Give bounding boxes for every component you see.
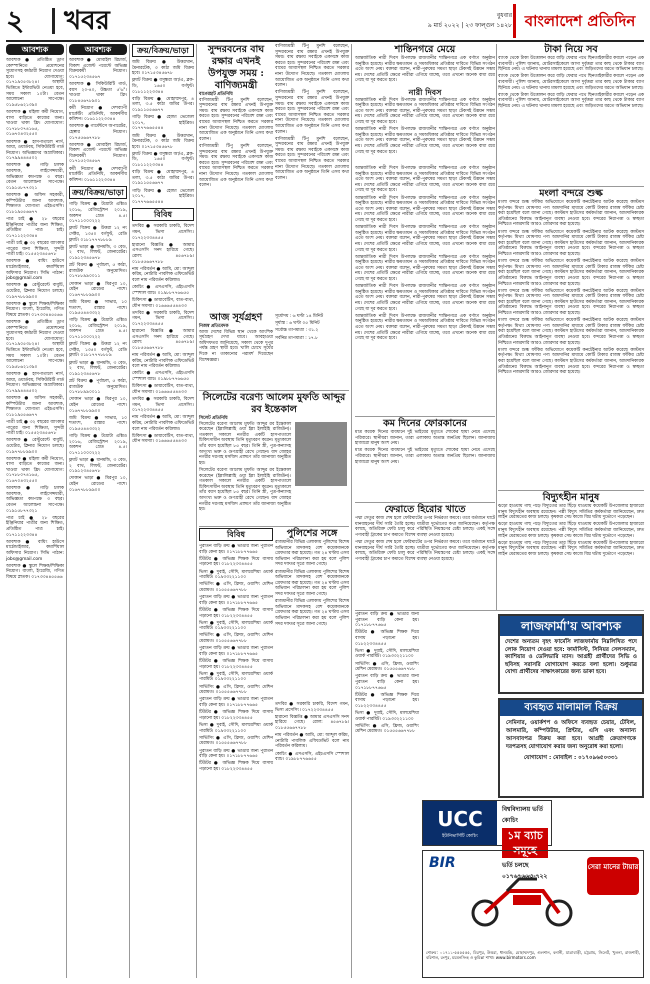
police-headline: পুলিশের সঙ্গে: [286, 528, 338, 539]
obituary-photo: [295, 422, 347, 486]
classified-item: জমি বিক্রয় ● উত্তরখান, মৈনারটেক, ৩ কাঠা জমি বিক্রয় হবে। ০১৭১৫৩৪৫৬৭৮: [132, 60, 194, 77]
fera-body: পদ্মা সেতুর কাজ শেষ হলে ফেরিঘাটের ওপর নির্ভরতা কমবে। তবে বর্তমানে ঘাটে যানবাহনের দীর্ঘ সারি তৈরি হচ্ছে। যাত্রীরা দুর্ভোগের কথা জানিয়েছেন। কর্তৃপক্ষ বলছে, অতিরিক্ত ফেরি চালু করে পরিস্থিতি নিয়ন্ত্রণের চেষ্টা চলছে। একই সঙ্গে পণ্যবাহী ট্রাকের চাপ কমাতে বিশেষ ব্যবস্থা নেওয়া হয়েছে।: [355, 539, 495, 562]
obituary-headline: সিলেটের বরেণ্য আলেম মুফতি আব্দুর রব ইন্তেকাল: [202, 392, 346, 415]
classified-item: আবশ্যক ● বায়িং হাউসে মার্চেন্ডাইজার, কমার্শিয়াল অফিসার নিয়োগ। সিভি পাঠান: jobs@gmail.com: [6, 539, 64, 562]
classified-column-5: [275, 702, 349, 852]
classified-column-1: [6, 44, 64, 978]
kom-article: [355, 418, 495, 500]
classified-item: পাত্র চাই ● ২৮ বছরের ইঞ্জিনিয়ার পাত্রীর জন্য শিক্ষিত, প্রতিষ্ঠিত পাত্র চাই। ০১৭১১২২৩৩৪৪: [6, 515, 64, 538]
classified-item: কোচিং ● এসএসসি, এইচএসসি স্পেশাল ব্যাচ। ০১৯৮৮৭৭৬৬৫৫: [132, 371, 194, 382]
classified-item: হারানো বিজ্ঞপ্তি ● আমার এসএসসি সনদ হারিয়ে গেছে। রোল: ৪৫৬৭৮৯। ০১৮৫৫৬৬৭৭৮৮: [132, 329, 194, 351]
section-rule: [199, 526, 349, 527]
nari-body: আন্তর্জাতিক নারী দিবস উপলক্ষে রাজধানীর শান্তিনগরে এক বর্ণাঢ্য অনুষ্ঠান অনুষ্ঠিত হয়েছে। নারীর ক্ষমতায়ন ও সমঅধিকার প্রতিষ্ঠার দাবিতে বিভিন্ন সংগঠন এতে অংশ নেয়। বক্তারা বলেন, নারী-পুরুষের সমতা ছাড়া টেকসই উন্নয়ন সম্ভব নয়। দেশের প্রতিটি ক্ষেত্রে নারীরা এগিয়ে যাচ্ছে, তবে এখনো অনেক বাধা রয়ে গেছে যা দূর করতে হবে।: [355, 284, 495, 312]
bid-body: ঝড়ো হাওয়ায় গাছ পড়ে বিদ্যুতের তার ছিঁড়ে যাওয়ায় কয়েকটি উপজেলার হাজারো মানুষ বিদ্যুৎহীন অবস্থায় রয়েছেন। পল্লী বিদ্যুৎ সমিতির কর্মকর্তারা জানিয়েছেন, দ্রুত লাইন মেরামতের কাজ চলছে। কৃষকরা সেচ কাজে বিঘ্ন ঘটায় দুর্ভোগে পড়েছেন।: [498, 540, 644, 557]
fera-headline: ফেরাতে হিরোর খাতে: [384, 504, 466, 515]
bike-ad[interactable]: [422, 850, 644, 978]
classified-item: আবশ্যক ● গাড়ি চালক আবশ্যক, লাইসেন্সধারী, অভিজ্ঞতা কমপক্ষে ৩ বছর। বেতন আলোচনা সাপেক্ষে। ০১৯১৫৮৭৭৩২১: [6, 486, 64, 514]
classified-item: টিউটর ● অভিজ্ঞ শিক্ষক দিয়ে বাসায় পড়ানো হয়। ০১৮২২৩৩৪৪৫৫: [199, 659, 273, 670]
bid-body: ঝড়ো হাওয়ায় গাছ পড়ে বিদ্যুতের তার ছিঁড়ে যাওয়ায় কয়েকটি উপজেলার হাজারো মানুষ বিদ্যুৎহীন অবস্থায় রয়েছেন। পল্লী বিদ্যুৎ সমিতির কর্মকর্তারা জানিয়েছেন, দ্রুত লাইন মেরামতের কাজ চলছে। কৃষকরা সেচ কাজে বিঘ্ন ঘটায় দুর্ভোগে পড়েছেন।: [498, 522, 644, 539]
lazfarma-ad[interactable]: [498, 614, 644, 694]
classified-item: দোকান ভাড়া ● মিরপুর ১০, মেইন রোডের পাশে। ০১৬৭৭৮৮৯৯০০: [69, 281, 127, 298]
classified-item: ফ্ল্যাট ভাড়া ● ধানমন্ডি, ৩ বেড, ২ বাথ, লিফট, জেনারেটর। ০১৯১২৩৪৫৬৭৮: [69, 244, 127, 261]
bike-offer-tag: সেরা মানের টায়ার: [587, 857, 639, 895]
classified-item: টিউটর ● অভিজ্ঞ শিক্ষক দিয়ে বাসায় পড়ানো হয়। ০১৮২২৩৩৪৪৫৫: [199, 761, 273, 772]
classified-item: সার্ভিসিং ● এসি, ফ্রিজ, ওয়াশিং মেশিন মেরামত। ০১৫৫৫৬৬৭৭৮৮: [355, 661, 419, 673]
kom-body: মাত্র কয়েক দিনের ব্যবধানে দুই ভাইয়ের মৃত্যুতে শোকের ছায়া নেমে এসেছে পরিবারে। স্থানীয়রা জানান, তারা এলাকায় অত্যন্ত জনপ্রিয় ছিলেন। জানাজায় হাজারো মানুষ অংশ নেয়।: [355, 448, 495, 465]
classified-item: আবশ্যক ● স্কুলে শিক্ষক/শিক্ষিকা নিয়োগ। বাংলা, ইংরেজি, গণিত বিষয়ে স্নাতক। ০১৭৩৩৪৪৫৫৬৬: [6, 563, 64, 580]
classified-item: সার্ভিসিং ● এসি, ফ্রিজ, ওয়াশিং মেশিন মেরামত। ০১৫৫৫৬৬৭৭৮৮: [199, 633, 273, 645]
nari-headline: শান্তিনগরে মেয়ে: [394, 44, 456, 55]
used-goods-body: সেমিনার, ওয়ার্কশপ ও অফিসে ব্যবহৃত চেয়ার, টেবিল, আলমারি, কম্পিউটার, প্রিন্টার, এসি এবং অন্যান্য আসবাবপত্র বিক্রয় করা হবে। আগ্রহী ক্রেতাগণকে দরপত্রসহ যোগাযোগ করার জন্য অনুরোধ করা হলো।: [506, 720, 636, 750]
classified-column-4: [199, 528, 273, 978]
header-date: ৯ মার্চ ২০২২ | ২৩ ফাল্গুন ১৪২৮: [427, 22, 512, 29]
classified-item: টিউটর ● অভিজ্ঞ শিক্ষক দিয়ে বাসায় পড়ানো হয়। ০১৮২২৩৩৪৪৫৫: [199, 607, 273, 619]
classified-item: নাম পরিবর্তন ● আমি, মো: আব্দুল করিম, নোটারি পাবলিক এফিডেভিট বলে নাম পরিবর্তন করিলাম।: [275, 733, 349, 750]
police-body: রাজধানীর বিভিন্ন এলাকায় পুলিশের বিশেষ অভিযানে মাদকসহ বেশ কয়েকজনকে গ্রেফতার করা হয়েছে। গত ২৪ ঘণ্টায় এসব অভিযান পরিচালনা করা হয় বলে পুলিশ সদর দফতর সূত্রে জানা গেছে।: [275, 599, 349, 627]
lazfarma-title: লাজফার্মা'য় আবশ্যক: [500, 616, 642, 636]
classified-item: জমি বিক্রয় ● সাভার, ১০ শতাংশ, রাস্তার পাশে। ০১৯৫৫৪৪৩৩২২: [69, 299, 127, 317]
tk-body: ব্যাংক থেকে টাকা উত্তোলন করে বাড়ি ফেরার পথে ছিনতাইকারীর কবলে পড়েন এক ব্যবসায়ী। পুলিশ জানায়, মোটরসাইকেলে আসা দুর্বৃত্তরা তার কাছ থেকে টাকার ব্যাগ ছিনিয়ে নেয়। এ ঘটনায় থানায় মামলা হয়েছে এবং জড়িতদের ধরতে অভিযান চলছে।: [498, 92, 644, 109]
nari-body: আন্তর্জাতিক নারী দিবস উপলক্ষে রাজধানীর শান্তিনগরে এক বর্ণাঢ্য অনুষ্ঠান অনুষ্ঠিত হয়েছে। নারীর ক্ষমতায়ন ও সমঅধিকার প্রতিষ্ঠার দাবিতে বিভিন্ন সংগঠন এতে অংশ নেয়। বক্তারা বলেন, নারী-পুরুষের সমতা ছাড়া টেকসই উন্নয়ন সম্ভব নয়। দেশের প্রতিটি ক্ষেত্রে নারীরা এগিয়ে যাচ্ছে, তবে এখনো অনেক বাধা রয়ে গেছে যা দূর করতে হবে।: [355, 254, 495, 283]
classified-item: পুরাতন বাড়ি ক্রয় ● ভাঙার জন্য পুরাতন বাড়ি কেনা হয়। ০১৭১৮৮৭৭৬৬৫: [199, 646, 273, 657]
classified-item: ফ্ল্যাট বিক্রয় ● বসুন্ধরা আ/এ, ব্লক-ডি, ১৬৫০ বর্গফুট। ০১৮১১২২৩৩৪৪: [132, 151, 194, 169]
tk-body: ব্যাংক থেকে টাকা উত্তোলন করে বাড়ি ফেরার পথে ছিনতাইকারীর কবলে পড়েন এক ব্যবসায়ী। পুলিশ জানায়, মোটরসাইকেলে আসা দুর্বৃত্তরা তার কাছ থেকে টাকার ব্যাগ ছিনিয়ে নেয়। এ ঘটনায় থানায় মামলা হয়েছে এবং জড়িতদের ধরতে অভিযান চলছে।: [498, 56, 644, 73]
lazfarma-body: দেশের অন্যতম বৃহৎ ফার্মেসি লাজফার্মায় নিম্নলিখিত পদে লোক নিয়োগ দেওয়া হবে: ফার্মাসিস্ট, সিনিয়র সেলসম্যান, ক্যাশিয়ার ও ডেলিভারি ম্যান। আগ্রহী প্রার্থীদের সিভি ও ছবিসহ সরাসরি যোগাযোগ করতে বলা হলো। শুধুমাত্র যোগ্য প্রার্থীদের সাক্ষাৎকারের জন্য ডাকা হবে।: [505, 639, 637, 676]
article-body: বাণিজ্যমন্ত্রী টিপু মুনশি বলেছেন, সুন্দরবনের বাঘ রক্ষার এখনই উপযুক্ত সময়। বাঘ রক্ষায় সবাইকে একসঙ্গে কাজ করতে হবে। সুন্দরবনের পরিবেশ রক্ষা এবং বাঘের আবাসস্থল নিশ্চিত করতে সরকার নানা উদ্যোগ নিয়েছে। গতকাল মোংলায় আয়োজিত এক অনুষ্ঠানে তিনি এসব কথা বলেন।: [199, 143, 273, 189]
weather-title: আজ সূর্যগ্রহণ: [209, 312, 263, 323]
classified-item: আবশ্যক ● অফিস সহকারী, কম্পিউটার জানা আবশ্যক, শিক্ষাগত যোগ্যতা এইচএসসি। ০১৮১৯৫৫৬৬৭৭: [6, 193, 64, 215]
classified-item: সার্ভিসিং ● এসি, ফ্রিজ, ওয়াশিং মেশিন মেরামত। ০১৫৫৫৬৬৭৭৮৮: [355, 723, 419, 735]
classified-item: গাড়ি বিক্রয় ● টয়োটা এক্সিও ২০১৬, রেজিস্ট্রেশন ২০১৯, অকশন গ্রেড ৪.৫। ০১৭১১০০০২২২: [69, 202, 127, 225]
classified-item: ভিসা ● দুবাই, সৌদি, মালয়েশিয়া ওয়ার্ক পারমিট। ০১৯৩৩২২১১০০: [355, 711, 419, 722]
classified-item: আবশ্যক ● হাসপাতালে নার্স, আয়া, ওয়ার্ডবয়, সিকিউরিটি গার্ড নিয়োগ। অভিজ্ঞদের অগ্রাধিকার। ০১৭৯৯৪৪৪৫০২: [6, 139, 64, 162]
mongla-body: মংলা বন্দরে শুল্ক ফাঁকির অভিযোগে কয়েকটি কনটেইনার আটক করেছে কাস্টমস কর্তৃপক্ষ। মিথ্যা ঘোষণায় পণ্য আমদানির মাধ্যমে কোটি টাকার রাজস্ব ফাঁকির চেষ্টা করা হয়েছিল বলে জানা গেছে। কাস্টমস হাউসের কর্মকর্তারা জানান, আমদানিকারক প্রতিষ্ঠানের বিরুদ্ধে আইনানুগ ব্যবস্থা নেওয়া হবে। বন্দরের নিরাপত্তা ও স্বচ্ছতা নিশ্চিতে নজরদারি আরও জোরদার করা হয়েছে।: [498, 200, 644, 228]
classified-item: তদবির ● সরকারি চাকরি, বিদেশ গমন, ভিসা প্রসেসিং। ০১৭২২৩৩৪৪৫৫: [132, 310, 194, 327]
classified-item: হারানো বিজ্ঞপ্তি ● আমার এসএসসি সনদ হারিয়ে গেছে। রোল: ৪৫৬৭৮৯। ০১৮৫৫৬৬৭৭৮৮: [132, 242, 194, 265]
classified-item: সার্ভিসিং ● এসি, ফ্রিজ, ওয়াশিং মেশিন মেরামত। ০১৫৫৫৬৬৭৭৮৮: [199, 582, 273, 593]
ucc-line3: ভর্তি চলছে: [502, 862, 529, 869]
tk-body: ব্যাংক থেকে টাকা উত্তোলন করে বাড়ি ফেরার পথে ছিনতাইকারীর কবলে পড়েন এক ব্যবসায়ী। পুলিশ জানায়, মোটরসাইকেলে আসা দুর্বৃত্তরা তার কাছ থেকে টাকার ব্যাগ ছিনিয়ে নেয়। এ ঘটনায় থানায় মামলা হয়েছে এবং জড়িতদের ধরতে অভিযান চলছে।: [498, 74, 644, 91]
classified-item: ভিসা ● দুবাই, সৌদি, মালয়েশিয়া ওয়ার্ক পারমিট। ০১৯৩৩২২১১০০: [199, 722, 273, 734]
police-body: রাজধানীর বিভিন্ন এলাকায় পুলিশের বিশেষ অভিযানে মাদকসহ বেশ কয়েকজনকে গ্রেফতার করা হয়েছে। গত ২৪ ঘণ্টায় এসব অভিযান পরিচালনা করা হয় বলে পুলিশ সদর দফতর সূত্রে জানা গেছে।: [275, 569, 349, 597]
column-1-title: আবশ্যক: [6, 44, 64, 55]
classified-item: গাড়ি বিক্রয় ● হোন্ডা ভেজেল ২০১৭, হাইব্রিড। ০১৭৭৭৬৬৫৫৪৪: [132, 115, 194, 132]
kom-body: মাত্র কয়েক দিনের ব্যবধানে দুই ভাইয়ের মৃত্যুতে শোকের ছায়া নেমে এসেছে পরিবারে। স্থানীয়রা জানান, তারা এলাকায় অত্যন্ত জনপ্রিয় ছিলেন। জানাজায় হাজারো মানুষ অংশ নেয়।: [355, 430, 495, 447]
section-rule: [498, 186, 644, 187]
classified-item: তদবির ● সরকারি চাকরি, বিদেশ গমন, ভিসা প্রসেসিং। ০১৭২২৩৩৪৪৫৫: [132, 224, 194, 241]
classified-item: সার্ভিসিং ● এসি, ফ্রিজ, ওয়াশিং মেশিন মেরামত। ০১৫৫৫৬৬৭৭৮৮: [199, 684, 273, 696]
classified-item: গাড়ি বিক্রয় ● টয়োটা এক্সিও ২০১৬, রেজিস্ট্রেশন ২০১৯, অকশন গ্রেড ৪.৫। ০১৭১১০০০২২২: [69, 434, 127, 456]
weather-row: সর্বোচ্চ তাপমাত্রা : ৩১.২: [275, 328, 319, 334]
weather-row: সূর্যাস্ত : ৬ ঘণ্টা ০৫ মিনিট: [275, 321, 320, 327]
classified-column-6: [355, 612, 419, 842]
nari-body: আন্তর্জাতিক নারী দিবস উপলক্ষে রাজধানীর শান্তিনগরে এক বর্ণাঢ্য অনুষ্ঠান অনুষ্ঠিত হয়েছে। নারীর ক্ষমতায়ন ও সমঅধিকার প্রতিষ্ঠার দাবিতে বিভিন্ন সংগঠন এতে অংশ নেয়। বক্তারা বলেন, নারী-পুরুষের সমতা ছাড়া টেকসই উন্নয়ন সম্ভব নয়। দেশের প্রতিটি ক্ষেত্রে নারীরা এগিয়ে যাচ্ছে, তবে এখনো অনেক বাধা রয়ে গেছে যা দূর করতে হবে।: [355, 195, 495, 223]
classified-item: আবশ্যক ● মহিলা কর্মী নিয়োগ, বাসা বাড়িতে কাজের জন্য। খাওয়া থাকা ফ্রি। যোগাযোগ: ০১৭৮৮০৭৪১৬৫, ০১৬৭০৪৩২৫৫০: [6, 109, 64, 138]
classified-item: আবশ্যক ● রেস্টুরেন্টে বাবুর্চি, ওয়েটার, ক্লিনার নিয়োগ চলছে। ০১৯৭৭৮৮৯৯০০: [6, 438, 64, 455]
classified-item: পুরাতন বাড়ি ক্রয় ● ভাঙার জন্য পুরাতন বাড়ি কেনা হয়। ০১৭১৮৮৭৭৬৬৫: [199, 595, 273, 606]
classified-item: ফ্ল্যাট ভাড়া ● ধানমন্ডি, ৩ বেড, ২ বাথ, লিফট, জেনারেটর। ০১৯১২৩৪৫৬৭৮: [69, 458, 127, 475]
column-3b-title: বিবিধ: [132, 208, 194, 221]
classified-item: পুরাতন বাড়ি ক্রয় ● ভাঙার জন্য পুরাতন বাড়ি কেনা হয়। ০১৭১৮৮৭৭৬৬৫: [199, 748, 273, 760]
police-article: [275, 528, 349, 698]
nari-body: আন্তর্জাতিক নারী দিবস উপলক্ষে রাজধানীর শান্তিনগরে এক বর্ণাঢ্য অনুষ্ঠান অনুষ্ঠিত হয়েছে। নারীর ক্ষমতায়ন ও সমঅধিকার প্রতিষ্ঠার দাবিতে বিভিন্ন সংগঠন এতে অংশ নেয়। বক্তারা বলেন, নারী-পুরুষের সমতা ছাড়া টেকসই উন্নয়ন সম্ভব নয়। দেশের প্রতিটি ক্ষেত্রে নারীরা এগিয়ে যাচ্ছে, তবে এখনো অনেক বাধা রয়ে গেছে যা দূর করতে হবে।: [355, 225, 495, 253]
classified-item: আবশ্যক ● মোবাইল রিচার্জ, বিকাশ এজেন্ট পয়েন্টে অভিজ্ঞ বিক্রয়কর্মী নিয়োগ। ০১৭১৫২৩৪৫৬৭: [69, 142, 127, 165]
sundarban-article-cont: [275, 44, 349, 310]
nari-article: [355, 44, 495, 164]
used-goods-ad[interactable]: [498, 698, 644, 798]
mongla-body: মংলা বন্দরে শুল্ক ফাঁকির অভিযোগে কয়েকটি কনটেইনার আটক করেছে কাস্টমস কর্তৃপক্ষ। মিথ্যা ঘোষণায় পণ্য আমদানির মাধ্যমে কোটি টাকার রাজস্ব ফাঁকির চেষ্টা করা হয়েছিল বলে জানা গেছে। কাস্টমস হাউসের কর্মকর্তারা জানান, আমদানিকারক প্রতিষ্ঠানের বিরুদ্ধে আইনানুগ ব্যবস্থা নেওয়া হবে। বন্দরের নিরাপত্তা ও স্বচ্ছতা নিশ্চিতে নজরদারি আরও জোরদার করা হয়েছে।: [498, 318, 644, 346]
article-body: বাণিজ্যমন্ত্রী টিপু মুনশি বলেছেন, সুন্দরবনের বাঘ রক্ষার এখনই উপযুক্ত সময়। বাঘ রক্ষায় সবাইকে একসঙ্গে কাজ করতে হবে। সুন্দরবনের পরিবেশ রক্ষা এবং বাঘের আবাসস্থল নিশ্চিত করতে সরকার নানা উদ্যোগ নিয়েছে। গতকাল মোংলায় আয়োজিত এক অনুষ্ঠানে তিনি এসব কথা বলেন।: [275, 90, 349, 135]
section-rule: [355, 610, 644, 611]
column-rule: [66, 44, 67, 978]
mongla-body: মংলা বন্দরে শুল্ক ফাঁকির অভিযোগে কয়েকটি কনটেইনার আটক করেছে কাস্টমস কর্তৃপক্ষ। মিথ্যা ঘোষণায় পণ্য আমদানির মাধ্যমে কোটি টাকার রাজস্ব ফাঁকির চেষ্টা করা হয়েছিল বলে জানা গেছে। কাস্টমস হাউসের কর্মকর্তারা জানান, আমদানিকারক প্রতিষ্ঠানের বিরুদ্ধে আইনানুগ ব্যবস্থা নেওয়া হবে। বন্দরের নিরাপত্তা ও স্বচ্ছতা নিশ্চিতে নজরদারি আরও জোরদার করা হয়েছে।: [498, 259, 644, 287]
classified-item: আবশ্যক ● গার্মেন্টসে অপারেটর, হেল্পার নিয়োগ। ০১৭৫৫৬৬৭৭৮৮: [69, 124, 127, 141]
column-rule: [129, 44, 130, 978]
section-rule: [355, 502, 495, 503]
bid-headline: বিদ্যুৎহীন মানুষ: [542, 492, 600, 503]
classified-item: টিউটর ● অভিজ্ঞ শিক্ষক দিয়ে বাসায় পড়ানো হয়। ০১৮২২৩৩৪৪৫৫: [199, 556, 273, 568]
header-divider: [52, 8, 55, 34]
classified-item: টিউটর ● অভিজ্ঞ শিক্ষক দিয়ে বাসায় পড়ানো হয়। ০১৮২২৩৩৪৪৫৫: [355, 630, 419, 647]
classified-item: তদবির ● সরকারি চাকরি, বিদেশ গমন, ভিসা প্রসেসিং। ০১৭২২৩৩৪৪৫৫: [275, 702, 349, 713]
classified-item: আবশ্যক ● প্রতিষ্ঠিত ড্রাগ কোম্পানিতে প্রমোশনের সুযোগসহ কর্মচারী নিয়োগ দেওয়া হবে। যোগাযোগ: ০১৭১৯০৫৩৮২৪। অস্থায়ী ভিত্তিতে ইন্টারভিউ নেওয়া হবে, সময় সকাল ১০টা। বেতন আলোচনা সাপেক্ষে। ০১৯৫৮৬২১৩৯০: [6, 320, 64, 370]
nari-body: আন্তর্জাতিক নারী দিবস উপলক্ষে রাজধানীর শান্তিনগরে এক বর্ণাঢ্য অনুষ্ঠান অনুষ্ঠিত হয়েছে। নারীর ক্ষমতায়ন ও সমঅধিকার প্রতিষ্ঠার দাবিতে বিভিন্ন সংগঠন এতে অংশ নেয়। বক্তারা বলেন, নারী-পুরুষের সমতা ছাড়া টেকসই উন্নয়ন সম্ভব নয়। দেশের প্রতিটি ক্ষেত্রে নারীরা এগিয়ে যাচ্ছে, তবে এখনো অনেক বাধা রয়ে গেছে যা দূর করতে হবে।: [355, 166, 495, 194]
classified-item: আবশ্যক ● স্কুলে শিক্ষক/শিক্ষিকা নিয়োগ। বাংলা, ইংরেজি, গণিত বিষয়ে স্নাতক। ০১৭৩৩৪৪৫৫৬৬: [6, 301, 64, 318]
ucc-phone: ০১৭৬৭৬৬৩-৭২২: [502, 873, 548, 880]
classified-item: ভিসা ● দুবাই, সৌদি, মালয়েশিয়া ওয়ার্ক পারমিট। ০১৯৩৩২২১১০০: [199, 671, 273, 683]
fera-body: পদ্মা সেতুর কাজ শেষ হলে ফেরিঘাটের ওপর নির্ভরতা কমবে। তবে বর্তমানে ঘাটে যানবাহনের দীর্ঘ সারি তৈরি হচ্ছে। যাত্রীরা দুর্ভোগের কথা জানিয়েছেন। কর্তৃপক্ষ বলছে, অতিরিক্ত ফেরি চালু করে পরিস্থিতি নিয়ন্ত্রণের চেষ্টা চলছে। একই সঙ্গে পণ্যবাহী ট্রাকের চাপ কমাতে বিশেষ ব্যবস্থা নেওয়া হয়েছে।: [355, 516, 495, 538]
weather-body: আজ দেশের বিভিন্ন স্থান থেকে আংশিক সূর্যগ্রহণ দেখা যাবে। আবহাওয়া অধিদফতর জানিয়েছে, সকাল থেকে দুপুর পর্যন্ত গ্রহণ স্থায়ী হবে। খালি চোখে সূর্যের দিকে না তাকানোর পরামর্শ দিয়েছেন বিশেষজ্ঞরা।: [199, 329, 273, 363]
section-rule: [355, 416, 495, 417]
classified-item: কর্মী নিয়োগ ● দেশব্যাপী মার্কেটিং প্রতিনিধি, আকর্ষণীয় কমিশন। ০১৬১১২২৩৩৪৪: [69, 105, 127, 123]
classified-item: প্লট বিক্রয় ● পূর্বাচল, ৫ কাঠা, রাজউক অনুমোদিত। ০১৭৮৮৯৯০০১১: [69, 263, 127, 280]
classified-item: আবশ্যক ● মোবাইল রিচার্জ, বিকাশ এজেন্ট পয়েন্টে অভিজ্ঞ বিক্রয়কর্মী নিয়োগ। ০১৭১৫২৩৪৫৬৭: [69, 58, 127, 80]
section-rule: [199, 390, 349, 391]
classified-item: আবশ্যক ● প্রতিষ্ঠিত ড্রাগ কোম্পানিতে প্রমোশনের সুযোগসহ কর্মচারী নিয়োগ দেওয়া হবে। যোগাযোগ: ০১৭১৯০৫৩৮২৪। অস্থায়ী ভিত্তিতে ইন্টারভিউ নেওয়া হবে, সময় সকাল ১০টা। বেতন আলোচনা সাপেক্ষে। ০১৯৫৮৬২১৩৯০: [6, 58, 64, 108]
classified-item: পুরাতন বাড়ি ক্রয় ● ভাঙার জন্য পুরাতন বাড়ি কেনা হয়। ০১৭১৮৮৭৭৬৬৫: [355, 674, 419, 691]
mongla-headline: মংলা বন্দরে শুল্ক: [539, 188, 603, 199]
obituary-byline: সিলেট প্রতিনিধি: [199, 416, 228, 421]
classified-item: নাম পরিবর্তন ● আমি, মো: আব্দুল করিম, নোটারি পাবলিক এফিডেভিট বলে নাম পরিবর্তন করিলাম।: [132, 266, 194, 283]
classified-item: ভিসা ● দুবাই, সৌদি, মালয়েশিয়া ওয়ার্ক পারমিট। ০১৯৩৩২২১১০০: [199, 620, 273, 632]
classified-column-2: [69, 44, 127, 978]
article-body: বাণিজ্যমন্ত্রী টিপু মুনশি বলেছেন, সুন্দরবনের বাঘ রক্ষার এখনই উপযুক্ত সময়। বাঘ রক্ষায় সবাইকে একসঙ্গে কাজ করতে হবে। সুন্দরবনের পরিবেশ রক্ষা এবং বাঘের আবাসস্থল নিশ্চিত করতে সরকার নানা উদ্যোগ নিয়েছে। গতকাল মোংলায় আয়োজিত এক অনুষ্ঠানে তিনি এসব কথা বলেন।: [275, 136, 349, 181]
obituary-body: সিলেটের বরেণ্য আলেম মুফতি আব্দুর রব ইন্তেকাল করেছেন (ইন্নালিল্লাহি ওয়া ইন্না ইলাইহি রাজিউন)। গতকাল সকালে নগরীর একটি হাসপাতালে চিকিৎসাধীন অবস্থায় তিনি মৃত্যুবরণ করেন। মৃত্যুকালে তাঁর বয়স হয়েছিল ৮৫ বছর। তিনি স্ত্রী, পুত্র-কন্যাসহ অসংখ্য ভক্ত ও গুণগ্রাহী রেখে গেছেন। বাদ জোহর নগরীর দরগাহ মসজিদ প্রাঙ্গণে তাঁর জানাজা অনুষ্ঠিত হয়।: [199, 421, 291, 466]
classified-item: ভিসা ● দুবাই, সৌদি, মালয়েশিয়া ওয়ার্ক পারমিট। ০১৯৩৩২২১১০০: [199, 569, 273, 581]
classified-item: চিকিৎসা ● ডায়াবেটিস, বাত-ব্যথা, যৌন সমস্যা। ০১৬৬৬৫৫৪৪৩৩: [132, 384, 194, 395]
classified-item: পুরাতন বাড়ি ক্রয় ● ভাঙার জন্য পুরাতন বাড়ি কেনা হয়। ০১৭১৮৮৭৭৬৬৫: [355, 612, 419, 629]
classified-item: পুরাতন বাড়ি ক্রয় ● ভাঙার জন্য পুরাতন বাড়ি কেনা হয়। ০১৭১৮৮৭৭৬৬৫: [199, 544, 273, 555]
classified-item: আবশ্যক ● মহিলা কর্মী নিয়োগ, বাসা বাড়িতে কাজের জন্য। খাওয়া থাকা ফ্রি। যোগাযোগ: ০১৭৮৮০৭৪১৬৫, ০১৬৭০৪৩২৫৫০: [6, 456, 64, 485]
classified-item: টিউটর ● অভিজ্ঞ শিক্ষক দিয়ে বাসায় পড়ানো হয়। ০১৮২২৩৩৪৪৫৫: [199, 710, 273, 721]
nari-article-cont: [355, 166, 495, 416]
nari-body: আন্তর্জাতিক নারী দিবস উপলক্ষে রাজধানীর শান্তিনগরে এক বর্ণাঢ্য অনুষ্ঠান অনুষ্ঠিত হয়েছে। নারীর ক্ষমতায়ন ও সমঅধিকার প্রতিষ্ঠার দাবিতে বিভিন্ন সংগঠন এতে অংশ নেয়। বক্তারা বলেন, নারী-পুরুষের সমতা ছাড়া টেকসই উন্নয়ন সম্ভব নয়। দেশের প্রতিটি ক্ষেত্রে নারীরা এগিয়ে যাচ্ছে, তবে এখনো অনেক বাধা রয়ে গেছে যা দূর করতে হবে।: [355, 97, 495, 125]
classified-item: কোচিং ● এসএসসি, এইচএসসি স্পেশাল ব্যাচ। ০১৯৮৮৭৭৬৬৫৫: [275, 751, 349, 763]
classified-item: আবশ্যক ● হাসপাতালে নার্স, আয়া, ওয়ার্ডবয়, সিকিউরিটি গার্ড নিয়োগ। অভিজ্ঞদের অগ্রাধিকার। ০১৭৯৯৪৪৪৫০২: [6, 372, 64, 394]
column-2b-title: ক্রয়/বিক্রয়/ভাড়া: [69, 186, 127, 199]
page-header: [6, 4, 644, 42]
classified-item: গাড়ি বিক্রয় ● টয়োটা এক্সিও ২০১৬, রেজিস্ট্রেশন ২০১৯, অকশন গ্রেড ৪.৫। ০১৭১১০০০২২২: [69, 318, 127, 341]
ucc-text: [499, 801, 551, 880]
classified-item: প্লট বিক্রয় ● পূর্বাচল, ৫ কাঠা, রাজউক অনুমোদিত। ০১৭৮৮৯৯০০১১: [69, 379, 127, 396]
article-headline: সুন্দরবনের বাঘ রক্ষার এখনই উপযুক্ত সময় : বাণিজ্যমন্ত্রী: [207, 44, 265, 91]
classified-item: আবশ্যক ● বায়িং হাউসে মার্চেন্ডাইজার, কমার্শিয়াল অফিসার নিয়োগ। সিভি পাঠান: jobs@gmail.com: [6, 259, 64, 282]
obituary-article: [199, 392, 349, 524]
classified-column-3: [132, 44, 194, 978]
nari-body: আন্তর্জাতিক নারী দিবস উপলক্ষে রাজধানীর শান্তিনগরে এক বর্ণাঢ্য অনুষ্ঠান অনুষ্ঠিত হয়েছে। নারীর ক্ষমতায়ন ও সমঅধিকার প্রতিষ্ঠার দাবিতে বিভিন্ন সংগঠন এতে অংশ নেয়। বক্তারা বলেন, নারী-পুরুষের সমতা ছাড়া টেকসই উন্নয়ন সম্ভব নয়। দেশের প্রতিটি ক্ষেত্রে নারীরা এগিয়ে যাচ্ছে, তবে এখনো অনেক বাধা রয়ে গেছে যা দূর করতে হবে।: [355, 56, 495, 84]
bid-article: [498, 492, 644, 610]
used-goods-title: ব্যবহৃত মালামাল বিক্রয়: [500, 700, 642, 716]
article-body: বাণিজ্যমন্ত্রী টিপু মুনশি বলেছেন, সুন্দরবনের বাঘ রক্ষার এখনই উপযুক্ত সময়। বাঘ রক্ষায় সবাইকে একসঙ্গে কাজ করতে হবে। সুন্দরবনের পরিবেশ রক্ষা এবং বাঘের আবাসস্থল নিশ্চিত করতে সরকার নানা উদ্যোগ নিয়েছে। গতকাল মোংলায় আয়োজিত এক অনুষ্ঠানে তিনি এসব কথা বলেন।: [275, 44, 349, 89]
classified-item: বাড়ি বিক্রয় ● মোহাম্মদপুর, ৪ তলা, ৩.৫ কাঠা জমির উপর। ০১৯১১৫৫৬৬৭৭: [132, 96, 194, 113]
weather-table: [275, 314, 349, 388]
classified-item: গাড়ি বিক্রয় ● হোন্ডা ভেজেল ২০১৭, হাইব্রিড। ০১৭৭৭৬৬৫৫৪৪: [132, 188, 194, 205]
classified-item: আবশ্যক ● রেস্টুরেন্টে বাবুর্চি, ওয়েটার, ক্লিনার নিয়োগ চলছে। ০১৯৭৭৮৮৯৯০০: [6, 283, 64, 300]
column-rule: [351, 44, 352, 978]
ucc-line1: বিশ্ববিদ্যালয় ভর্তি কোচিং: [502, 806, 543, 824]
classified-item: ফ্ল্যাট বিক্রয় ● বসুন্ধরা আ/এ, ব্লক-ডি, ১৬৫০ বর্গফুট। ০১৮১১২২৩৩৪৪: [132, 78, 194, 95]
section-title: খবর: [64, 6, 110, 36]
classified-item: পাত্র চাই ● ২৮ বছরের ইঞ্জিনিয়ার পাত্রীর জন্য শিক্ষিত, প্রতিষ্ঠিত পাত্র চাই। ০১৭১১২২৩৩৪৪: [6, 217, 64, 239]
classified-item: চিকিৎসা ● ডায়াবেটিস, বাত-ব্যথা, যৌন সমস্যা। ০১৬৬৬৫৫৪৪৩৩: [132, 297, 194, 309]
kom-headline: কম দিনের ফোরকানের: [383, 418, 467, 429]
column-3-title: ক্রয়/বিক্রয়/ভাড়া: [132, 44, 194, 57]
classified-item: কর্মী নিয়োগ ● দেশব্যাপী মার্কেটিং প্রতিনিধি, আকর্ষণীয় কমিশন। ০১৬১১২২৩৩৪৪: [69, 166, 127, 183]
bike-brand-logo: BIR: [429, 855, 456, 871]
mongla-body: মংলা বন্দরে শুল্ক ফাঁকির অভিযোগে কয়েকটি কনটেইনার আটক করেছে কাস্টমস কর্তৃপক্ষ। মিথ্যা ঘোষণায় পণ্য আমদানির মাধ্যমে কোটি টাকার রাজস্ব ফাঁকির চেষ্টা করা হয়েছিল বলে জানা গেছে। কাস্টমস হাউসের কর্মকর্তারা জানান, আমদানিকারক প্রতিষ্ঠানের বিরুদ্ধে আইনানুগ ব্যবস্থা নেওয়া হবে। বন্দরের নিরাপত্তা ও স্বচ্ছতা নিশ্চিতে নজরদারি আরও জোরদার করা হয়েছে।: [498, 347, 644, 376]
classified-item: আবশ্যক ● গাড়ি চালক আবশ্যক, লাইসেন্সধারী, অভিজ্ঞতা কমপক্ষে ৩ বছর। বেতন আলোচনা সাপেক্ষে। ০১৯১৫৮৭৭৩২১: [6, 163, 64, 191]
classified-item: জমি বিক্রয় ● উত্তরখান, মৈনারটেক, ৩ কাঠা জমি বিক্রয় হবে। ০১৭১৫৩৪৫৬৭৮: [132, 133, 194, 150]
weather-box: [199, 312, 273, 388]
classified-item: পাত্রী চাই ● ৩২ বছরের ব্যাংকার পাত্রের জন্য শিক্ষিতা, সুন্দরী পাত্রী চাই। ০১৫৫২৩৪৫৬৭৮: [6, 240, 64, 258]
classified-item: দোকান ভাড়া ● মিরপুর ১০, মেইন রোডের পাশে। ০১৬৭৭৮৮৯৯০০: [69, 476, 127, 493]
weather-row: সর্বনিম্ন তাপমাত্রা : ১৭.৮: [275, 335, 319, 341]
classified-item: ফ্ল্যাট বিক্রয় ● উত্তরা ১২ নং সেক্টর, ১৩৫০ বর্গফুট, রেডি ফ্ল্যাট। ০১৮১৭৭৭৮৮৮৯: [69, 226, 127, 243]
motorbike-illustration: [463, 869, 583, 929]
ucc-line2: ১ম ব্যাচ সমূহে: [502, 828, 548, 858]
nari-body: আন্তর্জাতিক নারী দিবস উপলক্ষে রাজধানীর শান্তিনগরে এক বর্ণাঢ্য অনুষ্ঠান অনুষ্ঠিত হয়েছে। নারীর ক্ষমতায়ন ও সমঅধিকার প্রতিষ্ঠার দাবিতে বিভিন্ন সংগঠন এতে অংশ নেয়। বক্তারা বলেন, নারী-পুরুষের সমতা ছাড়া টেকসই উন্নয়ন সম্ভব নয়। দেশের প্রতিটি ক্ষেত্রে নারীরা এগিয়ে যাচ্ছে, তবে এখনো অনেক বাধা রয়ে গেছে যা দূর করতে হবে।: [355, 313, 495, 342]
nari-subhead: নারী দিবস: [408, 86, 442, 97]
article-body: বাণিজ্যমন্ত্রী টিপু মুনশি বলেছেন, সুন্দরবনের বাঘ রক্ষার এখনই উপযুক্ত সময়। বাঘ রক্ষায় সবাইকে একসঙ্গে কাজ করতে হবে। সুন্দরবনের পরিবেশ রক্ষা এবং বাঘের আবাসস্থল নিশ্চিত করতে সরকার নানা উদ্যোগ নিয়েছে। গতকাল মোংলায় আয়োজিত এক অনুষ্ঠানে তিনি এসব কথা বলেন।: [199, 97, 273, 142]
classified-item: চিকিৎসা ● ডায়াবেটিস, বাত-ব্যথা, যৌন সমস্যা। ০১৬৬৬৫৫৪৪৩৩: [132, 433, 194, 445]
masthead-logo: বাংলাদেশ প্রতিদিন: [513, 4, 644, 38]
ucc-subtitle: ইউনিভার্সিটি কোচিং: [442, 834, 478, 839]
article-byline: বাগেরহাট প্রতিনিধি: [199, 92, 233, 97]
obituary-body: সিলেটের বরেণ্য আলেম মুফতি আব্দুর রব ইন্তেকাল করেছেন (ইন্নালিল্লাহি ওয়া ইন্না ইলাইহি রাজিউন)। গতকাল সকালে নগরীর একটি হাসপাতালে চিকিৎসাধীন অবস্থায় তিনি মৃত্যুবরণ করেন। মৃত্যুকালে তাঁর বয়স হয়েছিল ৮৫ বছর। তিনি স্ত্রী, পুত্র-কন্যাসহ অসংখ্য ভক্ত ও গুণগ্রাহী রেখে গেছেন। বাদ জোহর নগরীর দরগাহ মসজিদ প্রাঙ্গণে তাঁর জানাজা অনুষ্ঠিত হয়।: [199, 467, 291, 513]
classified-item: পাত্রী চাই ● ৩২ বছরের ব্যাংকার পাত্রের জন্য শিক্ষিতা, সুন্দরী পাত্রী চাই। ০১৫৫২৩৪৫৬৭৮: [6, 419, 64, 437]
classified-item: হারানো বিজ্ঞপ্তি ● আমার এসএসসি সনদ হারিয়ে গেছে। রোল: ৪৫৬৭৮৯। ০১৮৫৫৬৬৭৭৮৮: [275, 714, 349, 731]
classified-item: ভিসা ● দুবাই, সৌদি, মালয়েশিয়া ওয়ার্ক পারমিট। ০১৯৩৩২২১১০০: [355, 648, 419, 660]
column-rule: [496, 44, 497, 610]
police-body: রাজধানীর বিভিন্ন এলাকায় পুলিশের বিশেষ অভিযানে মাদকসহ বেশ কয়েকজনকে গ্রেফতার করা হয়েছে। গত ২৪ ঘণ্টায় এসব অভিযান পরিচালনা করা হয় বলে পুলিশ সদর দফতর সূত্রে জানা গেছে।: [275, 540, 349, 568]
fera-article: [355, 504, 495, 608]
tk-article: [498, 44, 644, 184]
nari-body: আন্তর্জাতিক নারী দিবস উপলক্ষে রাজধানীর শান্তিনগরে এক বর্ণাঢ্য অনুষ্ঠান অনুষ্ঠিত হয়েছে। নারীর ক্ষমতায়ন ও সমঅধিকার প্রতিষ্ঠার দাবিতে বিভিন্ন সংগঠন এতে অংশ নেয়। বক্তারা বলেন, নারী-পুরুষের সমতা ছাড়া টেকসই উন্নয়ন সম্ভব নয়। দেশের প্রতিটি ক্ষেত্রে নারীরা এগিয়ে যাচ্ছে, তবে এখনো অনেক বাধা রয়ে গেছে যা দূর করতে হবে।: [355, 127, 495, 155]
ucc-logo: UCC: [437, 807, 483, 831]
column-2-title: আবশ্যক: [69, 44, 127, 55]
sundarban-article: [199, 44, 273, 304]
header-day: বুধবার: [496, 12, 512, 19]
page-number: ২: [6, 4, 25, 37]
section-rule: [498, 490, 644, 491]
mongla-body: মংলা বন্দরে শুল্ক ফাঁকির অভিযোগে কয়েকটি কনটেইনার আটক করেছে কাস্টমস কর্তৃপক্ষ। মিথ্যা ঘোষণায় পণ্য আমদানির মাধ্যমে কোটি টাকার রাজস্ব ফাঁকির চেষ্টা করা হয়েছিল বলে জানা গেছে। কাস্টমস হাউসের কর্মকর্তারা জানান, আমদানিকারক প্রতিষ্ঠানের বিরুদ্ধে আইনানুগ ব্যবস্থা নেওয়া হবে। বন্দরের নিরাপত্তা ও স্বচ্ছতা নিশ্চিতে নজরদারি আরও জোরদার করা হয়েছে।: [498, 229, 644, 257]
column-rule: [196, 44, 197, 978]
classified-item: টিউটর ● অভিজ্ঞ শিক্ষক দিয়ে বাসায় পড়ানো হয়। ০১৮২২৩৩৪৪৫৫: [355, 692, 419, 709]
classified-item: কোচিং ● এসএসসি, এইচএসসি স্পেশাল ব্যাচ। ০১৯৮৮৭৭৬৬৫৫: [132, 285, 194, 296]
classified-item: ফ্ল্যাট বিক্রয় ● উত্তরা ১২ নং সেক্টর, ১৩৫০ বর্গফুট, রেডি ফ্ল্যাট। ০১৮১৭৭৭৮৮৮৯: [69, 342, 127, 359]
classified-item: আবশ্যক ● সিকিউরিটি গার্ড, বয়স ২০-৪০, উচ্চতা ৫'৬"। খাওয়া থাকা ফ্রি। ০১৮৪৫৬৭৮৯০১: [69, 81, 127, 104]
used-goods-contact: যোগাযোগ : মোবাইল : ০১৭০৯৬৫০৩৩১: [523, 755, 619, 761]
bike-showroom-addresses: শোরুম: ০১৭১১-৫৫৫৫৫৫, মিরপুর, উত্তরা, ধানমন্ডি, মোহাম্মদপুর, গুলশান, বনানী, যাত্রাবাড়ী, চট্টগ্রাম, সিলেট, খুলনা, রাজশাহী, বরিশাল, রংপুর, ময়মনসিংহ ও কুমিল্লা শাখা। www.birmotors.com: [426, 950, 640, 960]
classified-item: ফ্ল্যাট ভাড়া ● ধানমন্ডি, ৩ বেড, ২ বাথ, লিফট, জেনারেটর। ০১৯১২৩৪৫৬৭৮: [69, 360, 127, 377]
weather-row: সূর্যোদয় : ৬ ঘণ্টা ১৪ মিনিট: [275, 314, 323, 319]
classified-item: পুরাতন বাড়ি ক্রয় ● ভাঙার জন্য পুরাতন বাড়ি কেনা হয়। ০১৭১৮৮৭৭৬৬৫: [199, 697, 273, 708]
classified-item: দোকান ভাড়া ● মিরপুর ১০, মেইন রোডের পাশে। ০১৬৭৭৮৮৯৯০০: [69, 397, 127, 414]
classified-item: আবশ্যক ● অফিস সহকারী, কম্পিউটার জানা আবশ্যক, শিক্ষাগত যোগ্যতা এইচএসসি। ০১৮১৯৫৫৬৬৭৭: [6, 395, 64, 418]
column-4b-title: বিবিধ: [199, 528, 273, 541]
mongla-article: [498, 188, 644, 488]
classified-item: নাম পরিবর্তন ● আমি, মো: আব্দুল করিম, নোটারি পাবলিক এফিডেভিট বলে নাম পরিবর্তন করিলাম।: [132, 353, 194, 370]
mongla-body: মংলা বন্দরে শুল্ক ফাঁকির অভিযোগে কয়েকটি কনটেইনার আটক করেছে কাস্টমস কর্তৃপক্ষ। মিথ্যা ঘোষণায় পণ্য আমদানির মাধ্যমে কোটি টাকার রাজস্ব ফাঁকির চেষ্টা করা হয়েছিল বলে জানা গেছে। কাস্টমস হাউসের কর্মকর্তারা জানান, আমদানিকারক প্রতিষ্ঠানের বিরুদ্ধে আইনানুগ ব্যবস্থা নেওয়া হবে। বন্দরের নিরাপত্তা ও স্বচ্ছতা নিশ্চিতে নজরদারি আরও জোরদার করা হয়েছে।: [498, 288, 644, 317]
tk-headline: টাকা নিয়ে সব: [544, 44, 598, 55]
weather-label: নিজস্ব প্রতিবেদক: [199, 324, 229, 329]
classified-item: সার্ভিসিং ● এসি, ফ্রিজ, ওয়াশিং মেশিন মেরামত। ০১৫৫৫৬৬৭৭৮৮: [199, 735, 273, 747]
classified-item: তদবির ● সরকারি চাকরি, বিদেশ গমন, ভিসা প্রসেসিং। ০১৭২২৩৩৪৪৫৫: [132, 396, 194, 414]
bid-body: ঝড়ো হাওয়ায় গাছ পড়ে বিদ্যুতের তার ছিঁড়ে যাওয়ায় কয়েকটি উপজেলার হাজারো মানুষ বিদ্যুৎহীন অবস্থায় রয়েছেন। পল্লী বিদ্যুৎ সমিতির কর্মকর্তারা জানিয়েছেন, দ্রুত লাইন মেরামতের কাজ চলছে। কৃষকরা সেচ কাজে বিঘ্ন ঘটায় দুর্ভোগে পড়েছেন।: [498, 504, 644, 521]
ucc-logo-panel: [423, 801, 497, 845]
classified-item: নাম পরিবর্তন ● আমি, মো: আব্দুল করিম, নোটারি পাবলিক এফিডেভিট বলে নাম পরিবর্তন করিলাম।: [132, 415, 194, 432]
classified-item: জমি বিক্রয় ● সাভার, ১০ শতাংশ, রাস্তার পাশে। ০১৯৫৫৪৪৩৩২২: [69, 415, 127, 432]
classified-item: বাড়ি বিক্রয় ● মোহাম্মদপুর, ৪ তলা, ৩.৫ কাঠা জমির উপর। ০১৯১১৫৫৬৬৭৭: [132, 170, 194, 187]
